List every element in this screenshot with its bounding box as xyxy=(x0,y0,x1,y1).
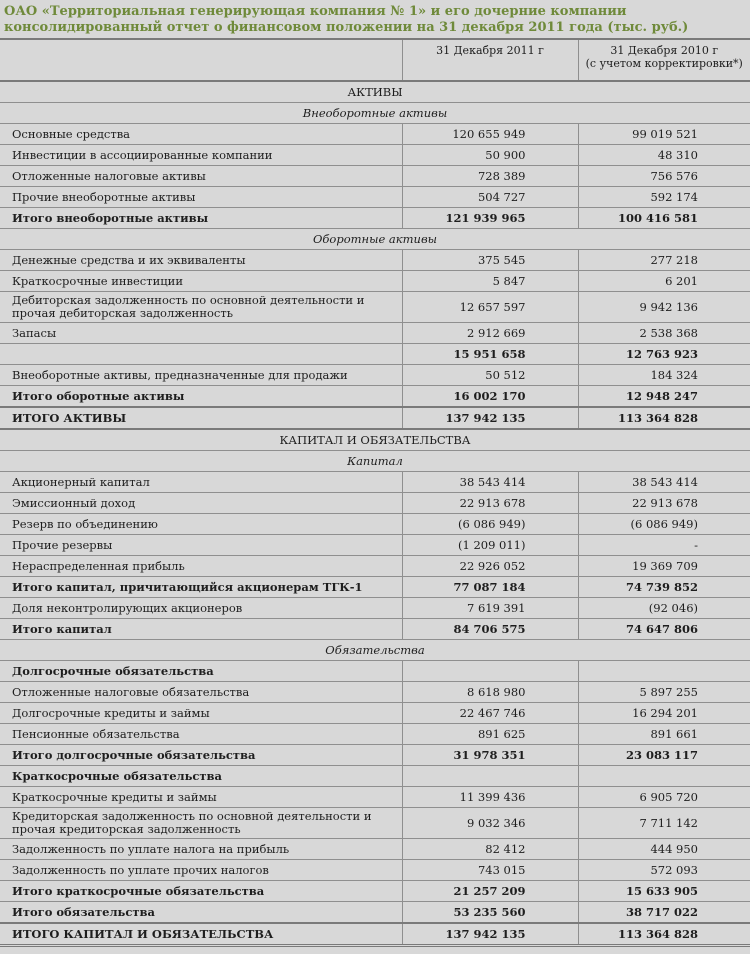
table-row xyxy=(0,292,750,323)
table-row xyxy=(0,682,750,703)
value-2011: 77 087 184 xyxy=(402,577,578,598)
total-row xyxy=(0,619,750,640)
value-2010: 113 364 828 xyxy=(578,407,750,429)
value-2011: 12 657 597 xyxy=(402,292,578,323)
value-2010: 9 942 136 xyxy=(578,292,750,323)
subsection-heading-row xyxy=(0,640,750,661)
value-2010: (6 086 949) xyxy=(578,514,750,535)
total-row xyxy=(0,745,750,766)
value-2010: 23 083 117 xyxy=(578,745,750,766)
row-label: Доля неконтролирующих акционеров xyxy=(0,598,402,619)
row-label: Долгосрочные кредиты и займы xyxy=(0,703,402,724)
row-label: Денежные средства и их эквиваленты xyxy=(0,250,402,271)
value-2010: 2 538 368 xyxy=(578,323,750,344)
row-label: Акционерный капитал xyxy=(0,472,402,493)
value-2010: 74 739 852 xyxy=(578,577,750,598)
value-2010: 6 905 720 xyxy=(578,787,750,808)
row-label: Эмиссионный доход xyxy=(0,493,402,514)
value-2010: 19 369 709 xyxy=(578,556,750,577)
value-2010: 38 543 414 xyxy=(578,472,750,493)
table-row xyxy=(0,839,750,860)
row-label: Краткосрочные инвестиции xyxy=(0,271,402,292)
subsection-heading-row xyxy=(0,451,750,472)
value-2011: (6 086 949) xyxy=(402,514,578,535)
value-2010: 99 019 521 xyxy=(578,124,750,145)
row-label: Резерв по объединению xyxy=(0,514,402,535)
value-2011: 2 912 669 xyxy=(402,323,578,344)
value-2011: 31 978 351 xyxy=(402,745,578,766)
row-label: Итого обязательства xyxy=(0,902,402,924)
value-2010: 5 897 255 xyxy=(578,682,750,703)
section-heading: АКТИВЫ xyxy=(0,81,750,103)
total-row xyxy=(0,208,750,229)
value-2011 xyxy=(402,661,578,682)
group-heading-row xyxy=(0,766,750,787)
subsection-heading-row xyxy=(0,103,750,124)
value-2011: 121 939 965 xyxy=(402,208,578,229)
value-2010 xyxy=(578,661,750,682)
value-2010: 22 913 678 xyxy=(578,493,750,514)
table-row xyxy=(0,271,750,292)
section-heading-row xyxy=(0,81,750,103)
table-row xyxy=(0,472,750,493)
value-2010: 277 218 xyxy=(578,250,750,271)
total-row xyxy=(0,902,750,924)
section-heading: КАПИТАЛ И ОБЯЗАТЕЛЬСТВА xyxy=(0,429,750,451)
value-2010: 891 661 xyxy=(578,724,750,745)
value-2010: - xyxy=(578,535,750,556)
subsection-heading: Капитал xyxy=(0,451,750,472)
subsection-heading: Обязательства xyxy=(0,640,750,661)
table-row xyxy=(0,250,750,271)
value-2010: 15 633 905 xyxy=(578,881,750,902)
header-2010-line-2: (с учетом корректировки*) xyxy=(585,57,743,70)
header-label-cell xyxy=(0,39,402,81)
value-2010: 38 717 022 xyxy=(578,902,750,924)
value-2011: 38 543 414 xyxy=(402,472,578,493)
value-2010: 444 950 xyxy=(578,839,750,860)
value-2011: 21 257 209 xyxy=(402,881,578,902)
row-label: Нераспределенная прибыль xyxy=(0,556,402,577)
table-row xyxy=(0,860,750,881)
row-label: Инвестиции в ассоциированные компании xyxy=(0,145,402,166)
value-2010: 184 324 xyxy=(578,365,750,386)
value-2010: 48 310 xyxy=(578,145,750,166)
row-label: ИТОГО АКТИВЫ xyxy=(0,407,402,429)
value-2011: 375 545 xyxy=(402,250,578,271)
table-row xyxy=(0,365,750,386)
value-2011: 137 942 135 xyxy=(402,407,578,429)
table-row xyxy=(0,787,750,808)
value-2011: (1 209 011) xyxy=(402,535,578,556)
row-label: Краткосрочные обязательства xyxy=(0,766,402,787)
group-heading-row xyxy=(0,661,750,682)
row-label: Краткосрочные кредиты и займы xyxy=(0,787,402,808)
row-label: Пенсионные обязательства xyxy=(0,724,402,745)
row-label: Дебиторская задолженность по основной деятельности и прочая дебиторская задолженность xyxy=(0,292,402,323)
row-label: Итого оборотные активы xyxy=(0,386,402,408)
subsection-heading-row xyxy=(0,229,750,250)
subsection-heading: Внеоборотные активы xyxy=(0,103,750,124)
row-label: Итого капитал xyxy=(0,619,402,640)
row-label: Итого внеоборотные активы xyxy=(0,208,402,229)
table-row xyxy=(0,124,750,145)
value-2011: 504 727 xyxy=(402,187,578,208)
row-label xyxy=(0,344,402,365)
table-row xyxy=(0,598,750,619)
value-2011: 16 002 170 xyxy=(402,386,578,408)
balance-sheet-table xyxy=(0,38,750,947)
section-heading-row xyxy=(0,429,750,451)
value-2011: 891 625 xyxy=(402,724,578,745)
header-2011 xyxy=(402,39,578,81)
row-label: Отложенные налоговые обязательства xyxy=(0,682,402,703)
value-2011: 53 235 560 xyxy=(402,902,578,924)
value-2010: 7 711 142 xyxy=(578,808,750,839)
total-row xyxy=(0,407,750,429)
value-2011: 50 512 xyxy=(402,365,578,386)
row-label: Внеоборотные активы, предназначенные для продажи xyxy=(0,365,402,386)
total-row xyxy=(0,577,750,598)
row-label: Основные средства xyxy=(0,124,402,145)
table-row xyxy=(0,703,750,724)
value-2010: 756 576 xyxy=(578,166,750,187)
report-title xyxy=(0,0,750,38)
row-label: Итого капитал, причитающийся акционерам ТГК-1 xyxy=(0,577,402,598)
value-2011: 22 926 052 xyxy=(402,556,578,577)
value-2011: 11 399 436 xyxy=(402,787,578,808)
table-row xyxy=(0,535,750,556)
value-2011: 82 412 xyxy=(402,839,578,860)
report-title-line-2: консолидированный отчет о финансовом положении на 31 декабря 2011 года (тыс. руб.) xyxy=(4,20,689,35)
value-2011: 22 467 746 xyxy=(402,703,578,724)
value-2011: 9 032 346 xyxy=(402,808,578,839)
value-2010: 592 174 xyxy=(578,187,750,208)
value-2010: 6 201 xyxy=(578,271,750,292)
value-2011: 22 913 678 xyxy=(402,493,578,514)
value-2011: 8 618 980 xyxy=(402,682,578,703)
subsection-heading: Оборотные активы xyxy=(0,229,750,250)
table-row xyxy=(0,808,750,839)
value-2010: 113 364 828 xyxy=(578,923,750,946)
value-2010: 12 948 247 xyxy=(578,386,750,408)
total-row xyxy=(0,881,750,902)
row-label: Кредиторская задолженность по основной деятельности и прочая кредиторская задолженность xyxy=(0,808,402,839)
value-2010: (92 046) xyxy=(578,598,750,619)
table-row xyxy=(0,724,750,745)
value-2011: 743 015 xyxy=(402,860,578,881)
total-row xyxy=(0,344,750,365)
value-2011: 50 900 xyxy=(402,145,578,166)
header-2010 xyxy=(578,39,750,81)
value-2011: 120 655 949 xyxy=(402,124,578,145)
header-2010-line-1: 31 Декабря 2010 г xyxy=(610,44,719,57)
value-2011 xyxy=(402,766,578,787)
value-2011: 84 706 575 xyxy=(402,619,578,640)
value-2010: 572 093 xyxy=(578,860,750,881)
row-label: Задолженность по уплате прочих налогов xyxy=(0,860,402,881)
row-label: Итого краткосрочные обязательства xyxy=(0,881,402,902)
table-row xyxy=(0,323,750,344)
header-2011-text: 31 Декабря 2011 г xyxy=(436,44,544,57)
row-label: Задолженность по уплате налога на прибыль xyxy=(0,839,402,860)
table-row xyxy=(0,556,750,577)
value-2010: 12 763 923 xyxy=(578,344,750,365)
value-2010: 16 294 201 xyxy=(578,703,750,724)
report-title-line-1: ОАО «Территориальная генерирующая компания № 1» и его дочерние компании xyxy=(4,4,627,19)
table-row xyxy=(0,166,750,187)
value-2010: 100 416 581 xyxy=(578,208,750,229)
value-2011: 5 847 xyxy=(402,271,578,292)
table-row xyxy=(0,145,750,166)
total-row xyxy=(0,923,750,946)
value-2010 xyxy=(578,766,750,787)
value-2011: 137 942 135 xyxy=(402,923,578,946)
table-header-row xyxy=(0,39,750,81)
value-2011: 7 619 391 xyxy=(402,598,578,619)
value-2011: 15 951 658 xyxy=(402,344,578,365)
value-2010: 74 647 806 xyxy=(578,619,750,640)
row-label: ИТОГО КАПИТАЛ И ОБЯЗАТЕЛЬСТВА xyxy=(0,923,402,946)
row-label: Итого долгосрочные обязательства xyxy=(0,745,402,766)
row-label: Прочие внеоборотные активы xyxy=(0,187,402,208)
value-2011: 728 389 xyxy=(402,166,578,187)
table-row xyxy=(0,493,750,514)
table-row xyxy=(0,187,750,208)
total-row xyxy=(0,386,750,408)
row-label: Долгосрочные обязательства xyxy=(0,661,402,682)
row-label: Прочие резервы xyxy=(0,535,402,556)
row-label: Отложенные налоговые активы xyxy=(0,166,402,187)
row-label: Запасы xyxy=(0,323,402,344)
table-row xyxy=(0,514,750,535)
